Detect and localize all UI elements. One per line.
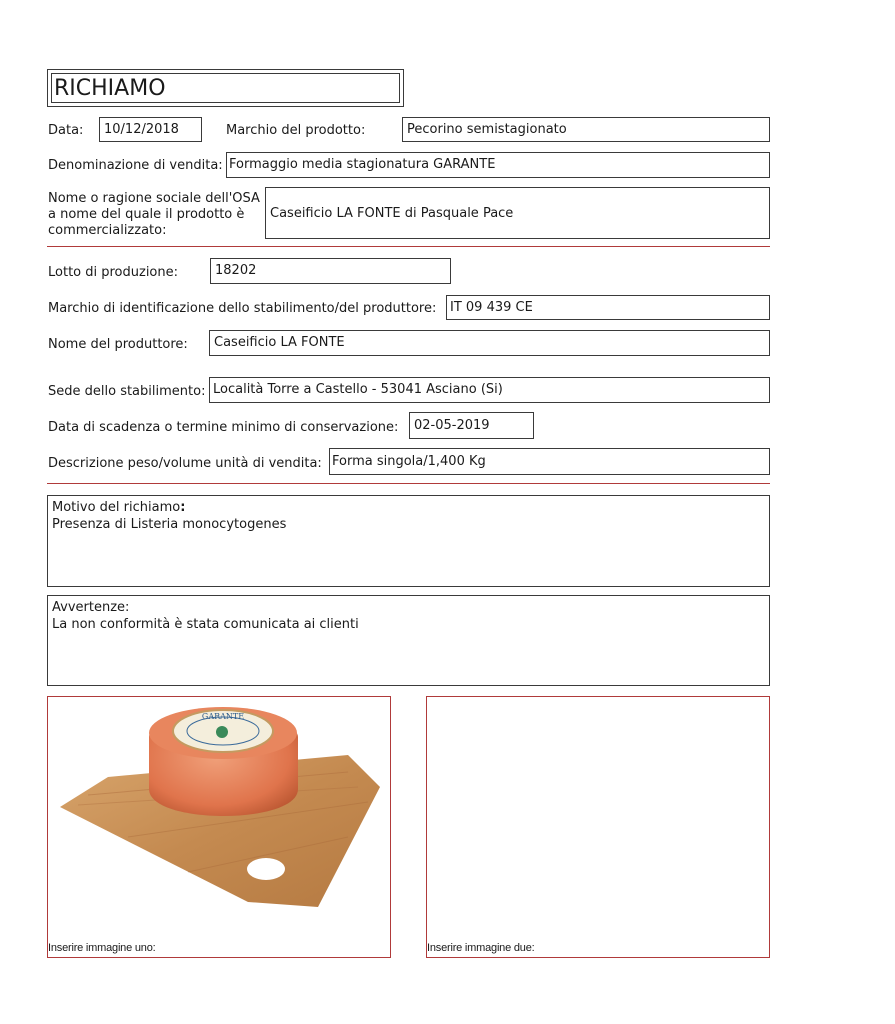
sede-label: Sede dello stabilimento: xyxy=(48,384,206,399)
board-hole xyxy=(247,858,285,880)
motivo-label: Motivo del richiamo xyxy=(52,500,181,515)
page-title: RICHIAMO xyxy=(54,76,166,101)
image-two-box[interactable] xyxy=(426,696,770,958)
osa-field[interactable]: Caseificio LA FONTE di Pasquale Pace xyxy=(265,187,770,239)
produttore-label: Nome del produttore: xyxy=(48,337,188,352)
peso-label: Descrizione peso/volume unità di vendita: xyxy=(48,456,322,471)
osa-label-line-3: commercializzato: xyxy=(48,223,167,238)
sede-field[interactable]: Località Torre a Castello - 53041 Asciano (Si) xyxy=(209,377,770,403)
data-label: Data: xyxy=(48,123,84,138)
marchio-field[interactable]: Pecorino semistagionato xyxy=(402,117,770,142)
scadenza-field[interactable]: 02-05-2019 xyxy=(409,412,534,439)
section-divider-2 xyxy=(47,483,770,484)
osa-label-line-2: a nome del quale il prodotto è xyxy=(48,207,245,222)
peso-field[interactable]: Forma singola/1,400 Kg xyxy=(329,448,770,475)
section-divider xyxy=(47,246,770,247)
avvertenze-text: La non conformità è stata comunicata ai clienti xyxy=(52,617,359,632)
motivo-colon: : xyxy=(180,500,186,515)
cheese-label-text: GARANTE xyxy=(201,712,245,721)
motivo-box[interactable] xyxy=(47,495,770,587)
lotto-field[interactable]: 18202 xyxy=(210,258,451,284)
marchio-label: Marchio del prodotto: xyxy=(226,123,366,138)
denominazione-label: Denominazione di vendita: xyxy=(48,158,223,173)
title-frame xyxy=(47,69,404,107)
data-field[interactable]: 10/12/2018 xyxy=(99,117,202,142)
lotto-label: Lotto di produzione: xyxy=(48,265,179,280)
marchio-id-label: Marchio di identificazione dello stabilimento/del produttore: xyxy=(48,301,437,316)
produttore-field[interactable]: Caseificio LA FONTE xyxy=(209,330,770,356)
avvertenze-box[interactable] xyxy=(47,595,770,686)
image-one-box[interactable] xyxy=(47,696,391,958)
image-one-caption: Inserire immagine uno: xyxy=(48,942,156,954)
scadenza-label: Data di scadenza o termine minimo di conservazione: xyxy=(48,420,399,435)
osa-label-line-1: Nome o ragione sociale dell'OSA xyxy=(48,191,260,206)
motivo-heading xyxy=(52,499,765,516)
marchio-id-field[interactable]: IT 09 439 CE xyxy=(446,295,770,320)
motivo-text: Presenza di Listeria monocytogenes xyxy=(52,517,287,532)
denominazione-field[interactable]: Formaggio media stagionatura GARANTE xyxy=(226,152,770,178)
avvertenze-label: Avvertenze: xyxy=(52,600,130,615)
cheese-photo xyxy=(48,697,390,937)
image-two-caption: Inserire immagine due: xyxy=(427,942,535,954)
